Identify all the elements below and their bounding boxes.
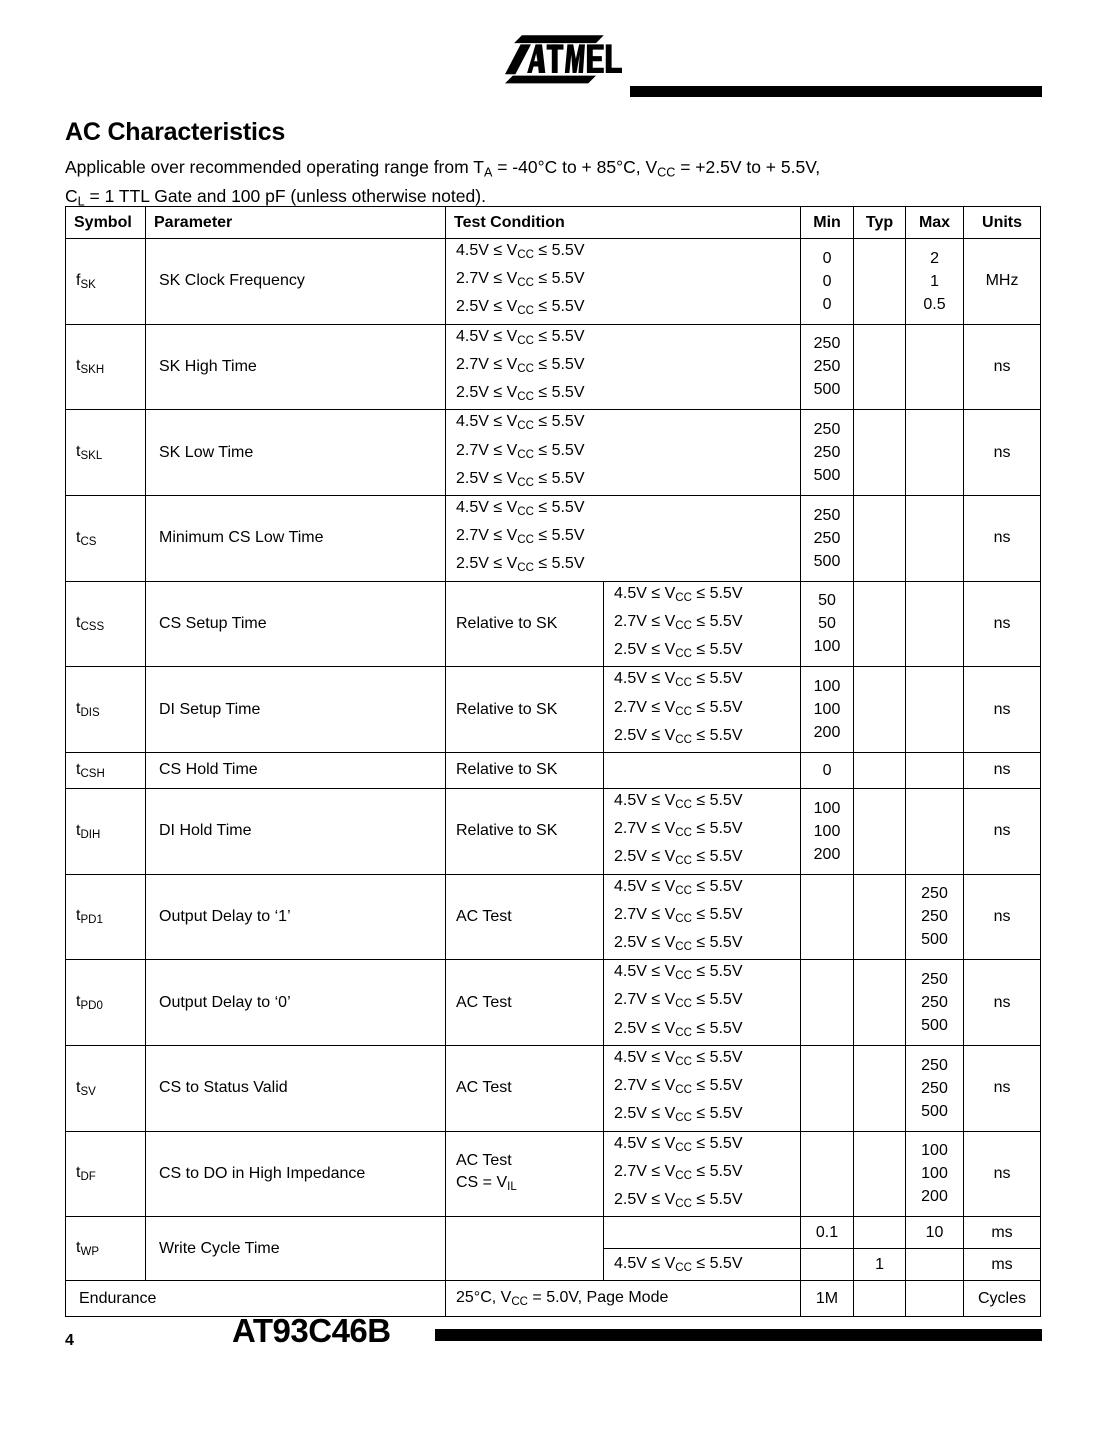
vcc-subscript: CC xyxy=(517,363,534,376)
condition-line: $4.5V \le V_{CC} \le 5.5V$ xyxy=(456,413,585,433)
symbol-subscript: SKH xyxy=(80,364,105,377)
condition-line: $4.5V \le V_{CC} \le 5.5V$ xyxy=(614,963,743,983)
cell-voltage-condition xyxy=(604,1131,801,1217)
cell-parameter: CS Setup Time xyxy=(146,581,446,667)
vcc-subscript: CC xyxy=(675,591,692,604)
cell-min xyxy=(801,788,854,874)
vcc-subscript: CC xyxy=(517,448,534,461)
part-number: AT93C46B xyxy=(232,1312,391,1349)
ac-characteristics-table xyxy=(65,206,1041,1317)
cell-voltage-condition xyxy=(604,1045,801,1131)
value-line: 250 xyxy=(813,335,841,353)
cell-test-condition: Relative to SK xyxy=(446,667,604,753)
value-line: 250 xyxy=(921,908,948,926)
vcc-subscript: CC xyxy=(675,855,692,868)
condition-line: $2.5V \le V_{CC} \le 5.5V$ xyxy=(614,1105,743,1125)
header-rule xyxy=(630,86,1042,97)
cell-symbol xyxy=(66,239,146,325)
cell-typ xyxy=(854,1217,906,1249)
cell-units: ns xyxy=(964,410,1041,496)
symbol-base: f xyxy=(76,271,81,289)
intro-line-1 xyxy=(65,156,1005,185)
table-row xyxy=(66,960,1041,1046)
value-line: 500 xyxy=(921,931,948,949)
cell-typ xyxy=(854,410,906,496)
cell-symbol xyxy=(66,1217,146,1281)
table-header-row xyxy=(66,207,1041,239)
table-row xyxy=(66,752,1041,788)
cell-voltage-condition xyxy=(604,1249,801,1281)
condition-line: $2.7V \le V_{CC} \le 5.5V$ xyxy=(456,441,585,461)
page-number: 4 xyxy=(65,1332,74,1349)
vcc-subscript: CC xyxy=(517,506,534,519)
condition-line: $2.5V \le V_{CC} \le 5.5V$ xyxy=(456,384,585,404)
cell-max: 10 xyxy=(906,1217,964,1249)
value-line: 250 xyxy=(921,1056,948,1074)
vcc-subscript: CC xyxy=(675,913,692,926)
value-line: 2 xyxy=(930,249,939,267)
symbol-base: t xyxy=(76,907,81,925)
cell-parameter: CS Hold Time xyxy=(146,752,446,788)
value-line: 100 xyxy=(813,822,841,840)
condition-line: $2.5V \le V_{CC} \le 5.5V$ xyxy=(456,298,585,318)
cell-test-condition: AC Test xyxy=(446,960,604,1046)
vcc-subscript: CC xyxy=(675,1141,692,1154)
symbol-base: t xyxy=(76,992,81,1010)
cell-parameter: SK Clock Frequency xyxy=(146,239,446,325)
cell-units: ns xyxy=(964,495,1041,581)
cell-symbol xyxy=(66,410,146,496)
vcc-subscript: CC xyxy=(675,705,692,718)
test-condition-line: CS = $V_{IL}$ xyxy=(456,1173,517,1193)
footer-rule xyxy=(435,1329,1042,1341)
cell-min xyxy=(801,1249,854,1281)
symbol-base: t xyxy=(76,700,81,717)
cell-test-condition: Relative to SK xyxy=(446,788,604,874)
condition-line: $2.7V \le V_{CC} \le 5.5V$ xyxy=(614,698,743,718)
value-line: 250 xyxy=(921,885,948,903)
cell-voltage-condition xyxy=(604,1217,801,1249)
value-line: 250 xyxy=(813,421,841,439)
symbol-subscript: DF xyxy=(80,1171,96,1184)
table-row xyxy=(66,874,1041,960)
vcc-subscript: CC xyxy=(517,249,534,262)
cell-units: ns xyxy=(964,1045,1041,1131)
page-header xyxy=(0,34,1105,94)
vcc-subscript: CC xyxy=(511,1296,528,1309)
intro-line-1-sub-b: CC xyxy=(657,165,676,180)
col-header-units: Units xyxy=(964,207,1041,239)
intro-line-2-a: C xyxy=(65,185,78,206)
intro-line-1-a: Applicable over recommended operating range from T xyxy=(65,157,484,177)
intro-line-1-c: = +2.5V to + 5.5V, xyxy=(675,157,821,177)
vcc-subscript: CC xyxy=(675,1112,692,1125)
intro-line-2-sub: L xyxy=(77,194,85,209)
symbol-subscript: DIS xyxy=(80,707,100,720)
cell-test-condition xyxy=(446,239,801,325)
cell-symbol xyxy=(66,324,146,410)
vcc-subscript: CC xyxy=(517,305,534,318)
cell-min xyxy=(801,1045,854,1131)
condition-line: $4.5V \le V_{CC} \le 5.5V$ xyxy=(614,877,743,897)
cell-units: ns xyxy=(964,581,1041,667)
cell-max xyxy=(906,874,964,960)
value-line: 250 xyxy=(921,994,948,1012)
cell-units: ns xyxy=(964,667,1041,753)
condition-line: $4.5V \le V_{CC} \le 5.5V$ xyxy=(614,1134,743,1154)
intro-line-2-b: = 1 TTL Gate and 100 pF (unless otherwise noted). xyxy=(84,185,486,206)
condition-line: $4.5V \le V_{CC} \le 5.5V$ xyxy=(614,584,743,604)
symbol-subscript: SK xyxy=(80,278,96,291)
symbol-subscript: CS xyxy=(80,535,97,548)
cell-max xyxy=(906,960,964,1046)
vcc-subscript: CC xyxy=(675,1170,692,1182)
value-line: 500 xyxy=(921,1017,948,1035)
cell-min xyxy=(801,581,854,667)
cell-parameter: Output Delay to ‘0’ xyxy=(146,960,446,1046)
cell-parameter: DI Setup Time xyxy=(146,667,446,753)
cell-test-condition xyxy=(446,495,801,581)
value-line: 0 xyxy=(822,761,832,779)
cell-max xyxy=(906,1249,964,1281)
vcc-subscript: CC xyxy=(517,391,534,404)
cell-voltage-condition xyxy=(604,960,801,1046)
cell-voltage-condition xyxy=(604,788,801,874)
symbol-subscript: CSH xyxy=(80,768,105,781)
cell-units: ns xyxy=(964,960,1041,1046)
value-line: 1 xyxy=(930,272,939,290)
condition-line: $2.5V \le V_{CC} \le 5.5V$ xyxy=(614,1019,743,1039)
vcc-subscript: CC xyxy=(675,827,692,840)
vcc-subscript: CC xyxy=(517,562,534,575)
page-title: AC Characteristics xyxy=(65,118,286,146)
vcc-subscript: CC xyxy=(675,1198,692,1211)
vcc-subscript: CC xyxy=(517,277,534,290)
cell-units: ns xyxy=(964,752,1041,788)
cell-units: ns xyxy=(964,788,1041,874)
symbol-subscript: PD0 xyxy=(80,1000,103,1013)
cell-typ: 1 xyxy=(854,1249,906,1281)
condition-line: $2.7V \le V_{CC} \le 5.5V$ xyxy=(614,991,743,1011)
cell-test-condition: Relative to SK xyxy=(446,752,604,788)
condition-line: $2.7V \le V_{CC} \le 5.5V$ xyxy=(456,527,585,547)
table-row xyxy=(66,788,1041,874)
condition-line: $2.7V \le V_{CC} \le 5.5V$ xyxy=(614,820,743,840)
cell-symbol xyxy=(66,960,146,1046)
condition-line: $2.7V \le V_{CC} \le 5.5V$ xyxy=(614,612,743,633)
symbol-base: t xyxy=(76,1164,81,1182)
table-row xyxy=(66,1281,1041,1317)
cell-parameter: Minimum CS Low Time xyxy=(146,495,446,581)
table-row xyxy=(66,1045,1041,1131)
value-line: 100 xyxy=(921,1142,948,1160)
cell-parameter: SK High Time xyxy=(146,324,446,410)
cell-symbol xyxy=(66,874,146,960)
cell-parameter: Write Cycle Time xyxy=(146,1217,446,1281)
vcc-subscript: CC xyxy=(517,420,534,433)
value-line: 250 xyxy=(813,444,841,462)
value-line: 250 xyxy=(921,1079,948,1097)
cell-typ xyxy=(854,495,906,581)
symbol-subscript: SKL xyxy=(80,450,103,463)
condition-line: $4.5V \le V_{CC} \le 5.5V$ xyxy=(614,1048,743,1069)
symbol-base: t xyxy=(76,760,81,778)
condition-line: $4.5V \le V_{CC} \le 5.5V$ xyxy=(456,498,585,519)
cell-endurance-condition: 25°C, $V_{CC} = 5.0V$, Page Mode xyxy=(446,1281,801,1317)
vcc-subscript: CC xyxy=(675,998,692,1011)
col-header-max: Max xyxy=(906,207,964,239)
cell-symbol xyxy=(66,667,146,753)
value-line: 100 xyxy=(813,799,841,817)
symbol-base: t xyxy=(76,821,81,839)
cell-typ xyxy=(854,1131,906,1217)
value-line: 50 xyxy=(818,615,836,633)
cell-min xyxy=(801,324,854,410)
cell-typ xyxy=(854,1281,906,1317)
cell-endurance-label: Endurance xyxy=(66,1281,446,1317)
symbol-subscript: SV xyxy=(80,1085,96,1098)
cell-typ xyxy=(854,239,906,325)
vcc-subscript: CC xyxy=(675,1026,692,1039)
col-header-symbol: Symbol xyxy=(66,207,146,239)
condition-line: $2.7V \le V_{CC} \le 5.5V$ xyxy=(456,270,585,290)
value-line: 0 xyxy=(822,272,832,290)
table-row xyxy=(66,495,1041,581)
table-row xyxy=(66,410,1041,496)
cell-min xyxy=(801,960,854,1046)
cell-min xyxy=(801,239,854,325)
vcc-subscript: CC xyxy=(675,1084,692,1097)
cell-min: 1M xyxy=(801,1281,854,1317)
table-row xyxy=(66,581,1041,667)
cell-typ xyxy=(854,324,906,410)
vcc-subscript: CC xyxy=(675,677,692,690)
col-header-test-condition: Test Condition xyxy=(446,207,801,239)
cell-units: MHz xyxy=(964,239,1041,325)
cell-min xyxy=(801,874,854,960)
condition-line: $2.5V \le V_{CC} \le 5.5V$ xyxy=(614,726,743,746)
symbol-base: t xyxy=(76,357,81,375)
vil-subscript: IL xyxy=(507,1181,517,1193)
value-line: 500 xyxy=(813,552,841,570)
value-line: 0 xyxy=(822,295,832,313)
value-line: 100 xyxy=(813,638,841,656)
cell-voltage-condition xyxy=(604,667,801,753)
cell-test-condition: Relative to SK xyxy=(446,581,604,667)
value-line: 0.5 xyxy=(923,295,946,313)
cell-typ xyxy=(854,874,906,960)
cell-typ xyxy=(854,667,906,753)
vcc-subscript: CC xyxy=(675,970,692,983)
table-row xyxy=(66,667,1041,753)
cell-parameter: SK Low Time xyxy=(146,410,446,496)
cell-symbol xyxy=(66,581,146,667)
intro-line-1-sub-a: A xyxy=(483,165,493,180)
condition-line: $4.5V \le V_{CC} \le 5.5V$ xyxy=(456,242,585,262)
cell-typ xyxy=(854,788,906,874)
cell-max xyxy=(906,239,964,325)
cell-max xyxy=(906,1281,964,1317)
vcc-subscript: CC xyxy=(675,941,692,954)
cell-test-condition: AC Test xyxy=(446,1045,604,1131)
cell-min xyxy=(801,752,854,788)
cell-max xyxy=(906,581,964,667)
condition-line: $2.5V \le V_{CC} \le 5.5V$ xyxy=(456,469,585,489)
cell-symbol xyxy=(66,752,146,788)
table-row xyxy=(66,239,1041,325)
cell-max xyxy=(906,1131,964,1217)
condition-line: $4.5V \le V_{CC} \le 5.5V$ xyxy=(614,791,743,812)
col-header-typ: Typ xyxy=(854,207,906,239)
cell-units: Cycles xyxy=(964,1281,1041,1317)
cell-parameter: CS to DO in High Impedance xyxy=(146,1131,446,1217)
cell-max xyxy=(906,752,964,788)
cell-symbol xyxy=(66,1131,146,1217)
symbol-base: t xyxy=(76,443,81,461)
condition-line: $2.7V \le V_{CC} \le 5.5V$ xyxy=(456,355,585,376)
cell-symbol xyxy=(66,495,146,581)
cell-test-condition xyxy=(446,324,801,410)
value-line: 50 xyxy=(818,592,836,610)
condition-line: $2.5V \le V_{CC} \le 5.5V$ xyxy=(614,934,743,954)
value-line: 100 xyxy=(921,1165,948,1183)
table-row xyxy=(66,1217,1041,1249)
cell-min xyxy=(801,1131,854,1217)
condition-line: $4.5V \le V_{CC} \le 5.5V$ xyxy=(614,670,743,690)
condition-line: $2.5V \le V_{CC} \le 5.5V$ xyxy=(614,1191,743,1211)
value-line: 500 xyxy=(813,381,841,399)
symbol-subscript: CSS xyxy=(80,621,105,634)
col-header-parameter: Parameter xyxy=(146,207,446,239)
table-row xyxy=(66,1131,1041,1217)
vcc-subscript: CC xyxy=(517,534,534,547)
cell-units: ns xyxy=(964,874,1041,960)
vcc-subscript: CC xyxy=(675,620,692,633)
cell-typ xyxy=(854,1045,906,1131)
value-line: 500 xyxy=(921,1102,948,1120)
symbol-base: t xyxy=(76,1239,81,1257)
cell-units: ms xyxy=(964,1217,1041,1249)
value-line: 200 xyxy=(921,1188,948,1206)
vcc-subscript: CC xyxy=(675,733,692,746)
condition-line: $2.5V \le V_{CC} \le 5.5V$ xyxy=(614,848,743,868)
value-line: 200 xyxy=(813,845,841,863)
intro-line-1-b: = -40°C to + 85°C, V xyxy=(492,157,658,177)
vcc-subscript: CC xyxy=(675,884,692,897)
cell-min xyxy=(801,667,854,753)
value-line: 200 xyxy=(813,724,841,742)
cell-test-condition xyxy=(446,1131,604,1217)
condition-line: $4.5V \le V_{CC} \le 5.5V$ xyxy=(614,1255,743,1275)
cell-parameter: CS to Status Valid xyxy=(146,1045,446,1131)
value-line: 250 xyxy=(813,506,841,524)
vcc-subscript: CC xyxy=(675,799,692,812)
vcc-subscript: CC xyxy=(517,476,534,489)
cell-typ xyxy=(854,752,906,788)
cell-min xyxy=(801,495,854,581)
cell-symbol xyxy=(66,788,146,874)
table-body xyxy=(66,239,1041,1317)
cell-max xyxy=(906,495,964,581)
value-line: 250 xyxy=(813,358,841,376)
cell-units: ns xyxy=(964,1131,1041,1217)
cell-voltage-condition xyxy=(604,874,801,960)
test-condition-line: AC Test xyxy=(456,1151,512,1169)
cell-min xyxy=(801,410,854,496)
condition-line: $2.5V \le V_{CC} \le 5.5V$ xyxy=(456,555,585,575)
col-header-min: Min xyxy=(801,207,854,239)
value-line: 0 xyxy=(822,249,832,267)
cell-min: 0.1 xyxy=(801,1217,854,1249)
cell-test-condition: AC Test xyxy=(446,874,604,960)
value-line: 250 xyxy=(921,971,948,989)
atmel-logo xyxy=(505,34,635,86)
symbol-subscript: DIH xyxy=(80,828,101,841)
cell-typ xyxy=(854,581,906,667)
condition-line: $2.7V \le V_{CC} \le 5.5V$ xyxy=(614,905,743,926)
condition-line: $2.5V \le V_{CC} \le 5.5V$ xyxy=(614,641,743,661)
cell-max xyxy=(906,667,964,753)
cell-parameter: DI Hold Time xyxy=(146,788,446,874)
cell-voltage-condition xyxy=(604,752,801,788)
vcc-subscript: CC xyxy=(517,334,534,347)
cell-typ xyxy=(854,960,906,1046)
symbol-base: t xyxy=(76,1078,81,1096)
cell-max xyxy=(906,788,964,874)
cell-symbol xyxy=(66,1045,146,1131)
condition-line: $4.5V \le V_{CC} \le 5.5V$ xyxy=(456,327,585,347)
value-line: 100 xyxy=(813,678,841,696)
cell-test-condition xyxy=(446,1217,604,1281)
cell-units: ns xyxy=(964,324,1041,410)
symbol-base: t xyxy=(76,528,81,546)
table-row xyxy=(66,324,1041,410)
cell-max xyxy=(906,1045,964,1131)
vcc-subscript: CC xyxy=(675,1056,692,1069)
value-line: 500 xyxy=(813,467,841,485)
vcc-subscript: CC xyxy=(675,648,692,661)
symbol-subscript: WP xyxy=(80,1246,100,1259)
vcc-subscript: CC xyxy=(675,1262,692,1275)
value-line: 100 xyxy=(813,701,841,719)
condition-line: $2.7V \le V_{CC} \le 5.5V$ xyxy=(614,1162,743,1182)
cell-parameter: Output Delay to ‘1’ xyxy=(146,874,446,960)
symbol-subscript: PD1 xyxy=(80,914,103,927)
cell-voltage-condition xyxy=(604,581,801,667)
symbol-base: t xyxy=(76,614,81,632)
intro-text xyxy=(65,156,1005,213)
cell-test-condition xyxy=(446,410,801,496)
condition-line: $2.7V \le V_{CC} \le 5.5V$ xyxy=(614,1077,743,1097)
cell-units: ms xyxy=(964,1249,1041,1281)
value-line: 250 xyxy=(813,529,841,547)
cell-max xyxy=(906,410,964,496)
cell-max xyxy=(906,324,964,410)
